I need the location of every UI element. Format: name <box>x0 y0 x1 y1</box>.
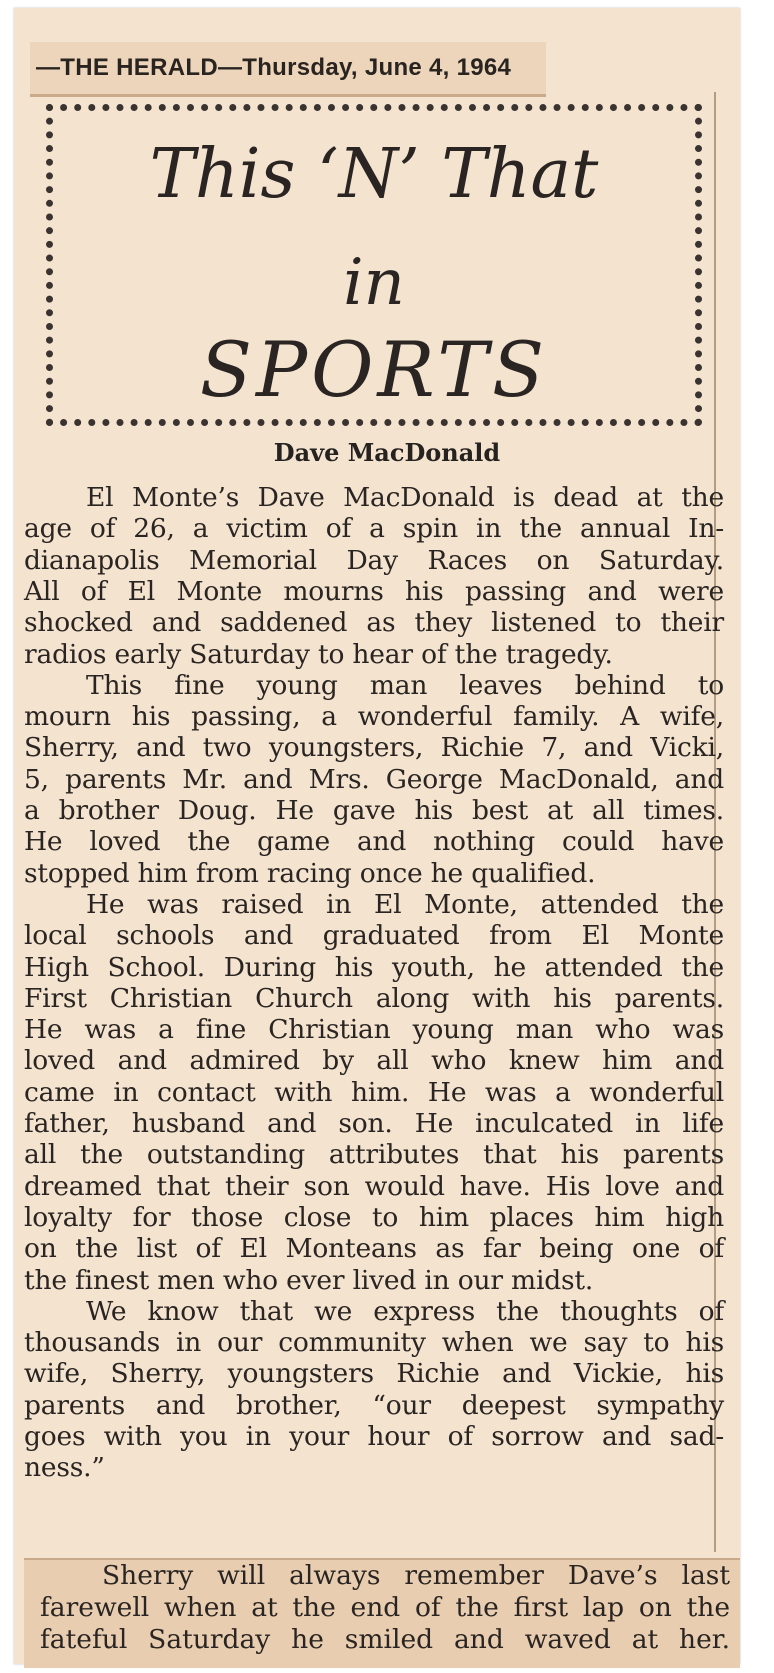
body-line: father, husband and son. He inculcated in life <box>24 1108 724 1139</box>
body-line: parents and brother, “our deepest sympathy <box>24 1389 724 1421</box>
body-line: He was raised in El Monte, attended the <box>86 888 724 920</box>
body-line: all the outstanding attributes that his parents <box>24 1139 724 1171</box>
closing-line: farewell when at the end of the first lap on the <box>40 1592 730 1623</box>
closing-line: fateful Saturday he smiled and waved at her. <box>40 1624 730 1655</box>
body-line: Sherry, and two youngsters, Richie 7, and Vicki, <box>24 732 724 764</box>
body-line: First Christian Church along with his parents. <box>24 982 724 1014</box>
body-line: came in contact with him. He was a wonderful <box>24 1076 724 1108</box>
body-line: age of 26, a victim of a spin in the annual In- <box>24 513 724 545</box>
body-line: shocked and saddened as they listened to their <box>24 607 724 639</box>
body-line: All of El Monte mourns his passing and were <box>24 575 724 607</box>
body-line: dianapolis Memorial Day Races on Saturday. <box>24 544 724 576</box>
body-line: thousands in our community when we say to his <box>24 1327 724 1359</box>
dateline: —THE HERALD—Thursday, June 4, 1964 <box>36 54 512 81</box>
body-line: El Monte’s Dave MacDonald is dead at the <box>86 482 724 513</box>
body-line: We know that we express the thoughts of <box>86 1295 724 1327</box>
body-line: radios early Saturday to hear of the tragedy. <box>24 638 613 670</box>
body-line: He was a fine Christian young man who was <box>24 1014 724 1046</box>
body-line: 5, parents Mr. and Mrs. George MacDonald, and <box>24 763 724 795</box>
body-line: This fine young man leaves behind to <box>86 669 724 701</box>
body-line: loved and admired by all who knew him and <box>24 1045 724 1077</box>
body-line: a brother Doug. He gave his best at all times. <box>24 795 724 826</box>
body-line: High School. During his youth, he attended the <box>24 951 724 983</box>
body-line: mourn his passing, a wonderful family. A wife, <box>24 701 724 733</box>
byline: Dave MacDonald <box>273 438 501 467</box>
body-line: dreamed that their son would have. His love and <box>24 1170 724 1202</box>
body-line: wife, Sherry, youngsters Richie and Vickie, his <box>24 1358 724 1390</box>
body-line: on the list of El Monteans as far being one of <box>24 1233 724 1265</box>
body-line: the finest men who ever lived in our midst. <box>24 1264 594 1296</box>
title-line-3: SPORTS <box>199 325 549 414</box>
body-line: goes with you in your hour of sorrow and sad- <box>24 1421 724 1452</box>
closing-line: Sherry will always remember Dave’s last <box>102 1560 730 1591</box>
body-line: loyalty for those close to him places him high <box>24 1201 724 1233</box>
body-line: stopped him from racing once he qualified. <box>24 857 596 889</box>
body-line: He loved the game and nothing could have <box>24 826 724 858</box>
title-line-1: This ‘N’ That <box>149 135 599 214</box>
title-line-2: in <box>343 246 405 320</box>
body-line: ness.” <box>24 1452 105 1484</box>
body-line: local schools and graduated from El Monte <box>24 920 724 952</box>
